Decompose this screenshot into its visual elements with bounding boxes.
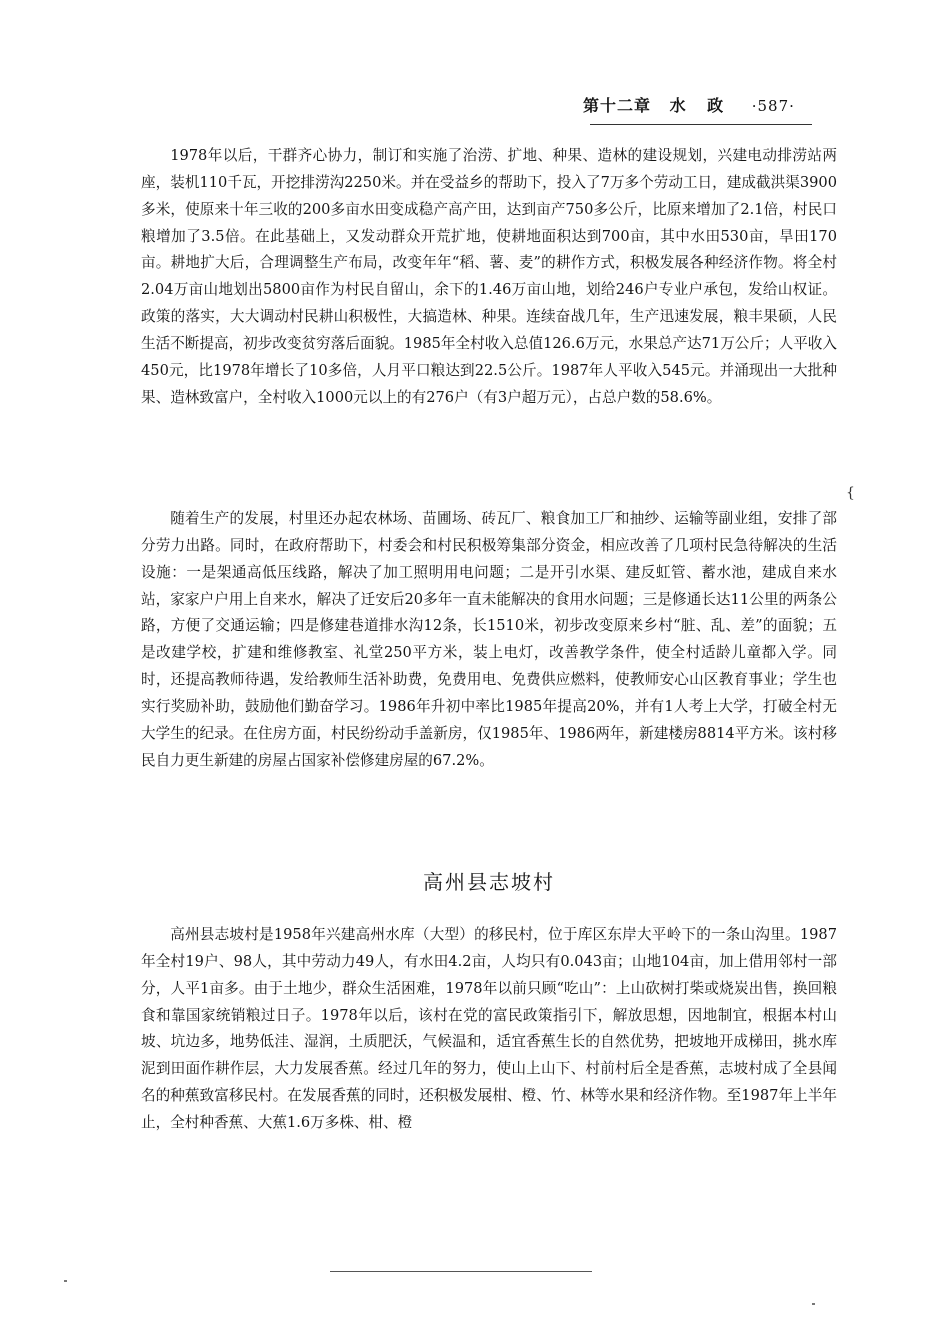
- margin-mark: {: [846, 485, 855, 501]
- chapter-topic: 水 政: [669, 96, 732, 115]
- scan-speck: [812, 1303, 815, 1305]
- scan-speck: [64, 1280, 67, 1282]
- page-number: ·587·: [751, 97, 795, 115]
- running-header: [583, 93, 795, 116]
- header-divider: [590, 124, 812, 125]
- section-title: 高州县志坡村: [423, 870, 555, 894]
- footer-divider: [330, 1271, 592, 1272]
- paragraph: 随着生产的发展，村里还办起农林场、苗圃场、砖瓦厂、粮食加工厂和抽纱、运输等副业组，安排了部分劳力出路。同时，在政府帮助下，村委会和村民积极筹集部分资金，相应改善了几项村民急待解决的生活设施：一是架通高低压线路，解决了加工照明用电问题；二是开引水渠、建反虹管、蓄水池，建成自来水站，家家户户用上自来水，解决了迁安后20多年一直未能解决的食用水问题；三是修通长达11公里的两条公路，方便了交通运输；四是修建巷道排水沟12条，长1510米，初步改变原来乡村“脏、乱、差”的面貌；五是改建学校，扩建和维修教室、礼堂250平方米，装上电灯，改善教学条件，使全村适龄儿童都入学。同时，还提高教师待遇，发给教师生活补助费，免费用电、免费供应燃料，使教师安心山区教育事业；学生也实行奖励补助，鼓励他们勤奋学习。1986年升初中率比1985年提高20%，并有1人考上大学，打破全村无大学生的纪录。在住房方面，村民纷纷动手盖新房，仅1985年、1986两年，新建楼房8814平方米。该村移民自力更生新建的房屋占国家补偿修建房屋的67.2%。: [141, 510, 837, 769]
- paragraph: 1978年以后，干群齐心协力，制订和实施了治涝、扩地、种果、造林的建设规划，兴建电动排涝站两座，装机110千瓦，开挖排涝沟2250米。并在受益乡的帮助下，投入了7万多个劳动工日，建成截洪渠3900多米，使原来十年三收的200多亩水田变成稳产高产田，达到亩产750多公斤，比原来增加了2.1倍，村民口粮增加了3.5倍。在此基础上，又发动群众开荒扩地，使耕地面积达到700亩，其中水田530亩，旱田170亩。耕地扩大后，合理调整生产布局，改变年年“稻、薯、麦”的耕作方式，积极发展各种经济作物。将全村2.04万亩山地划出5800亩作为村民自留山，余下的1.46万亩山地，划给246户专业户承包，发给山权证。政策的落实，大大调动村民耕山积极性，大搞造林、种果。连续奋战几年，生产迅速发展，粮丰果硕，人民生活不断提高，初步改变贫穷落后面貌。1985年全村收入总值126.6万元，水果总产达71万公斤；人平收入450元，比1978年增长了10多倍，人月平口粮达到22.5公斤。1987年人平收入545元。并涌现出一大批种果、造林致富户，全村收入1000元以上的有276户（有3户超万元），占总户数的58.6%。: [141, 147, 837, 406]
- paragraph: 高州县志坡村是1958年兴建高州水库（大型）的移民村，位于库区东岸大平岭下的一条山沟里。1987年全村19户、98人，其中劳动力49人，有水田4.2亩，人均只有0.043亩；山地104亩，加上借用邻村一部分，人平1亩多。由于土地少，群众生活困难，1978年以前只顾“吃山”：上山砍树打柴或烧炭出售，换回粮食和靠国家统销粮过日子。1978年以后，该村在党的富民政策指引下，解放思想，因地制宜，根据本村山坡、坑边多，地势低洼、湿润，土质肥沃，气候温和，适宜香蕉生长的自然优势，把坡地开成梯田，挑水库泥到田面作耕作层，大力发展香蕉。经过几年的努力，使山上山下、村前村后全是香蕉，志坡村成了全县闻名的种蕉致富移民村。在发展香蕉的同时，还积极发展柑、橙、竹、林等水果和经济作物。至1987年上半年止，全村种香蕉、大蕉1.6万多株、柑、橙: [141, 926, 837, 1131]
- chapter-label: 第十二章: [583, 96, 652, 115]
